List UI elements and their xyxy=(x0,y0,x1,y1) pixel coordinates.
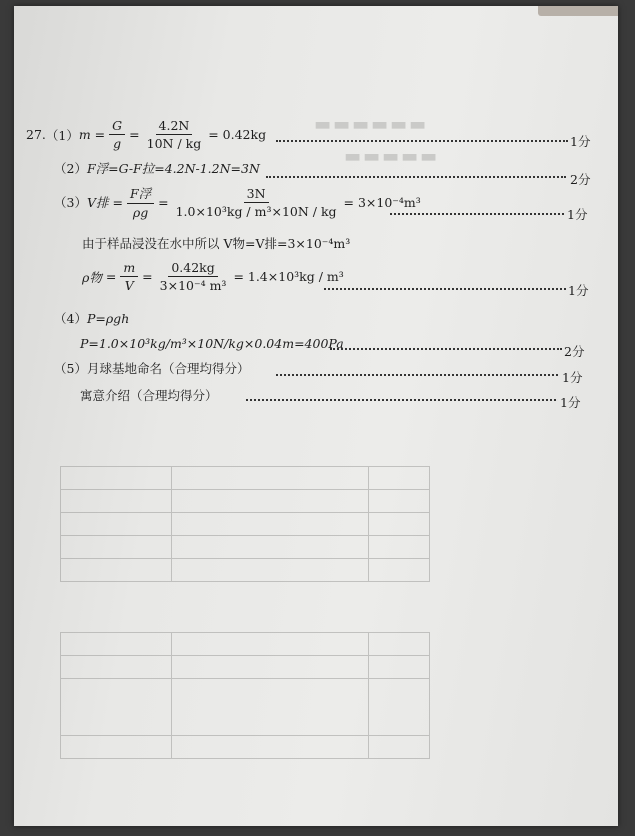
frac-num: F浮 xyxy=(127,184,154,204)
leader-dots xyxy=(390,213,564,215)
part4-calc xyxy=(80,336,344,351)
fraction-m-over-v xyxy=(120,260,138,293)
part3-var: V排 xyxy=(86,195,109,210)
leader-dots xyxy=(324,288,566,290)
part3-note: 由于样品浸没在水中所以 V物=V排=3×10⁻⁴m³ xyxy=(82,236,351,251)
frac-den: ρg xyxy=(132,205,149,220)
fraction-f-over-rhog xyxy=(127,184,154,220)
frac-den: V xyxy=(124,278,134,293)
rho-var: ρ物 xyxy=(82,269,102,285)
part4-calc-text: P=1.0×10³kg/m³×10N/kg×0.04m=400Pa xyxy=(80,336,344,351)
part2-label: （2） xyxy=(54,161,87,176)
frac-den: 10N / kg xyxy=(146,136,202,151)
part5-label: （5） xyxy=(54,361,87,376)
bleed-through-table-2 xyxy=(60,632,430,759)
fraction-g-over-g xyxy=(109,118,125,151)
page-edge-tab xyxy=(538,6,618,16)
part4-label: （4） xyxy=(54,311,87,326)
part3-score: 1分 xyxy=(567,207,588,222)
frac-den: 1.0×10³kg / m³×10N / kg xyxy=(175,203,337,219)
frac-num: 4.2N xyxy=(156,118,193,135)
part1-var: m xyxy=(78,127,91,142)
bleed-through-subtitle: ▬▬▬▬▬ xyxy=(344,146,440,167)
q27-part2 xyxy=(54,159,260,177)
part5-score2: 1分 xyxy=(560,395,581,410)
part4-formula: P=ρgh xyxy=(86,310,130,326)
part1-result: = 0.42kg xyxy=(208,127,267,142)
part1-label: （1） xyxy=(45,127,79,143)
fraction-values xyxy=(173,186,340,219)
frac-num: m xyxy=(120,260,138,277)
part3-label: （3） xyxy=(54,195,87,210)
part2-text: F浮=G-F拉=4.2N-1.2N=3N xyxy=(86,161,260,176)
leader-dots xyxy=(266,176,566,178)
leader-dots xyxy=(330,348,562,350)
part4-score: 2分 xyxy=(564,344,585,359)
frac-den: 3×10⁻⁴ m³ xyxy=(159,278,227,293)
frac-num: 0.42kg xyxy=(168,260,217,277)
frac-den: g xyxy=(113,136,122,151)
frac-num: G xyxy=(109,118,125,135)
density-result: = 1.4×10³kg / m³ xyxy=(233,269,344,284)
question-number: 27. xyxy=(26,127,46,142)
leader-dots xyxy=(276,140,568,142)
part5-score1: 1分 xyxy=(562,370,583,385)
part1-score: 1分 xyxy=(570,134,591,149)
leader-dots xyxy=(276,374,558,376)
fraction-values xyxy=(144,118,205,151)
part5-line2: 寓意介绍（合理均得分） xyxy=(80,388,218,403)
part5-line1: 月球基地命名（合理均得分） xyxy=(86,361,250,376)
answer-sheet-page xyxy=(14,6,618,826)
bleed-through-title: ▬▬▬▬▬▬ xyxy=(314,114,429,135)
q27-part3: （3） V排 = $\frac{\text{F浮}}{\rho g}$ = $\frac{3N}{\text{1.0×10³kg / m³×10N / kg}}$ = 3×10⁻⁴m³ xyxy=(54,185,421,220)
frac-num: 3N xyxy=(244,186,269,203)
bleed-through-table-1 xyxy=(60,466,430,582)
q27-part3-density: ρ物 = $\frac{m}{V}$ = $\frac{0.42kg}{\text{3×10⁻⁴ m³}}$ = 1.4×10³kg / m³ xyxy=(82,260,344,293)
q27-part1: 27. （1） m = $\frac{G}{g}$ = $\frac{4.2N}{10N / kg}$ = 0.42kg xyxy=(26,118,267,151)
part2-score: 2分 xyxy=(570,172,591,187)
q27-part5 xyxy=(54,359,249,377)
density-score: 1分 xyxy=(568,283,589,298)
q27-part4 xyxy=(54,309,129,327)
part3-result: = 3×10⁻⁴m³ xyxy=(343,194,421,210)
leader-dots xyxy=(246,399,556,401)
fraction-values xyxy=(157,260,230,293)
